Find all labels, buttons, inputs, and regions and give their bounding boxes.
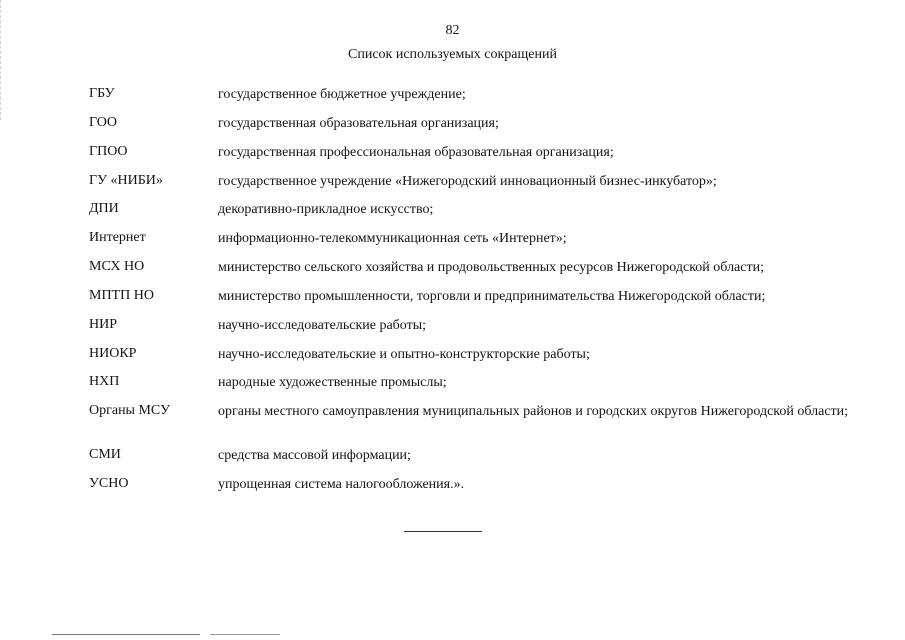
abbreviation-row bbox=[0, 173, 905, 202]
page-number: 82 bbox=[445, 23, 460, 38]
abbreviation-row bbox=[0, 476, 905, 505]
abbreviation-term: УСНО bbox=[89, 476, 129, 492]
abbreviation-row bbox=[0, 86, 905, 115]
abbreviation-term: ГУ «НИБИ» bbox=[89, 172, 163, 188]
abbreviation-term: СМИ bbox=[89, 447, 121, 463]
abbreviation-definition: министерство сельского хозяйства и продовольственных ресурсов Нижегородской области; bbox=[218, 260, 764, 276]
abbreviation-term: Интернет bbox=[89, 230, 146, 246]
abbreviation-definition: органы местного самоуправления муниципальных районов и городских округов Нижегородской области; bbox=[218, 404, 849, 420]
abbreviation-term: ДПИ bbox=[89, 201, 119, 217]
page-title: Список используемых сокращений bbox=[348, 47, 557, 62]
abbreviation-row bbox=[0, 259, 905, 288]
abbreviation-row bbox=[0, 447, 905, 476]
abbreviation-term: ГПОО bbox=[89, 143, 128, 159]
abbreviation-row bbox=[0, 115, 905, 144]
abbreviation-definition: научно-исследовательские работы; bbox=[218, 317, 427, 333]
abbreviation-term: МСХ НО bbox=[89, 259, 145, 275]
abbreviation-definition: государственная образовательная организация; bbox=[218, 115, 499, 131]
end-of-list-rule bbox=[404, 531, 482, 532]
abbreviation-row bbox=[0, 317, 905, 346]
abbreviation-definition: министерство промышленности, торговли и предпринимательства Нижегородской области; bbox=[218, 288, 766, 304]
abbreviation-term: НИР bbox=[89, 316, 118, 332]
abbreviation-definition: научно-исследовательские и опытно-конструкторские работы; bbox=[218, 346, 590, 362]
abbreviation-row bbox=[0, 288, 905, 317]
footnote-rule bbox=[210, 634, 280, 635]
abbreviation-definition: народные художественные промыслы; bbox=[218, 375, 447, 391]
abbreviation-term: НИОКР bbox=[89, 345, 137, 361]
abbreviation-definition: информационно-телекоммуникационная сеть «Интернет»; bbox=[218, 231, 567, 247]
abbreviation-definition: государственное учреждение «Нижегородский инновационный бизнес-инкубатор»; bbox=[218, 173, 717, 189]
abbreviation-row bbox=[0, 201, 905, 230]
abbreviation-row bbox=[0, 346, 905, 375]
abbreviation-term: Органы МСУ bbox=[89, 403, 170, 419]
footnote-rule bbox=[52, 634, 200, 635]
abbreviation-row bbox=[0, 403, 905, 447]
abbreviation-term: МПТП НО bbox=[89, 287, 154, 303]
abbreviation-definition: государственное бюджетное учреждение; bbox=[218, 87, 466, 102]
abbreviation-list bbox=[0, 86, 905, 505]
abbreviation-definition: средства массовой информации; bbox=[218, 448, 411, 464]
abbreviation-term: ГОО bbox=[89, 114, 117, 130]
abbreviation-row bbox=[0, 144, 905, 173]
abbreviation-definition: государственная профессиональная образовательная организация; bbox=[218, 144, 614, 160]
abbreviation-row bbox=[0, 374, 905, 403]
abbreviation-definition: декоративно-прикладное искусство; bbox=[218, 202, 434, 218]
abbreviation-definition: упрощенная система налогообложения.». bbox=[218, 477, 465, 493]
abbreviation-term: НХП bbox=[89, 374, 120, 390]
abbreviation-row bbox=[0, 230, 905, 259]
abbreviation-term: ГБУ bbox=[89, 86, 115, 101]
